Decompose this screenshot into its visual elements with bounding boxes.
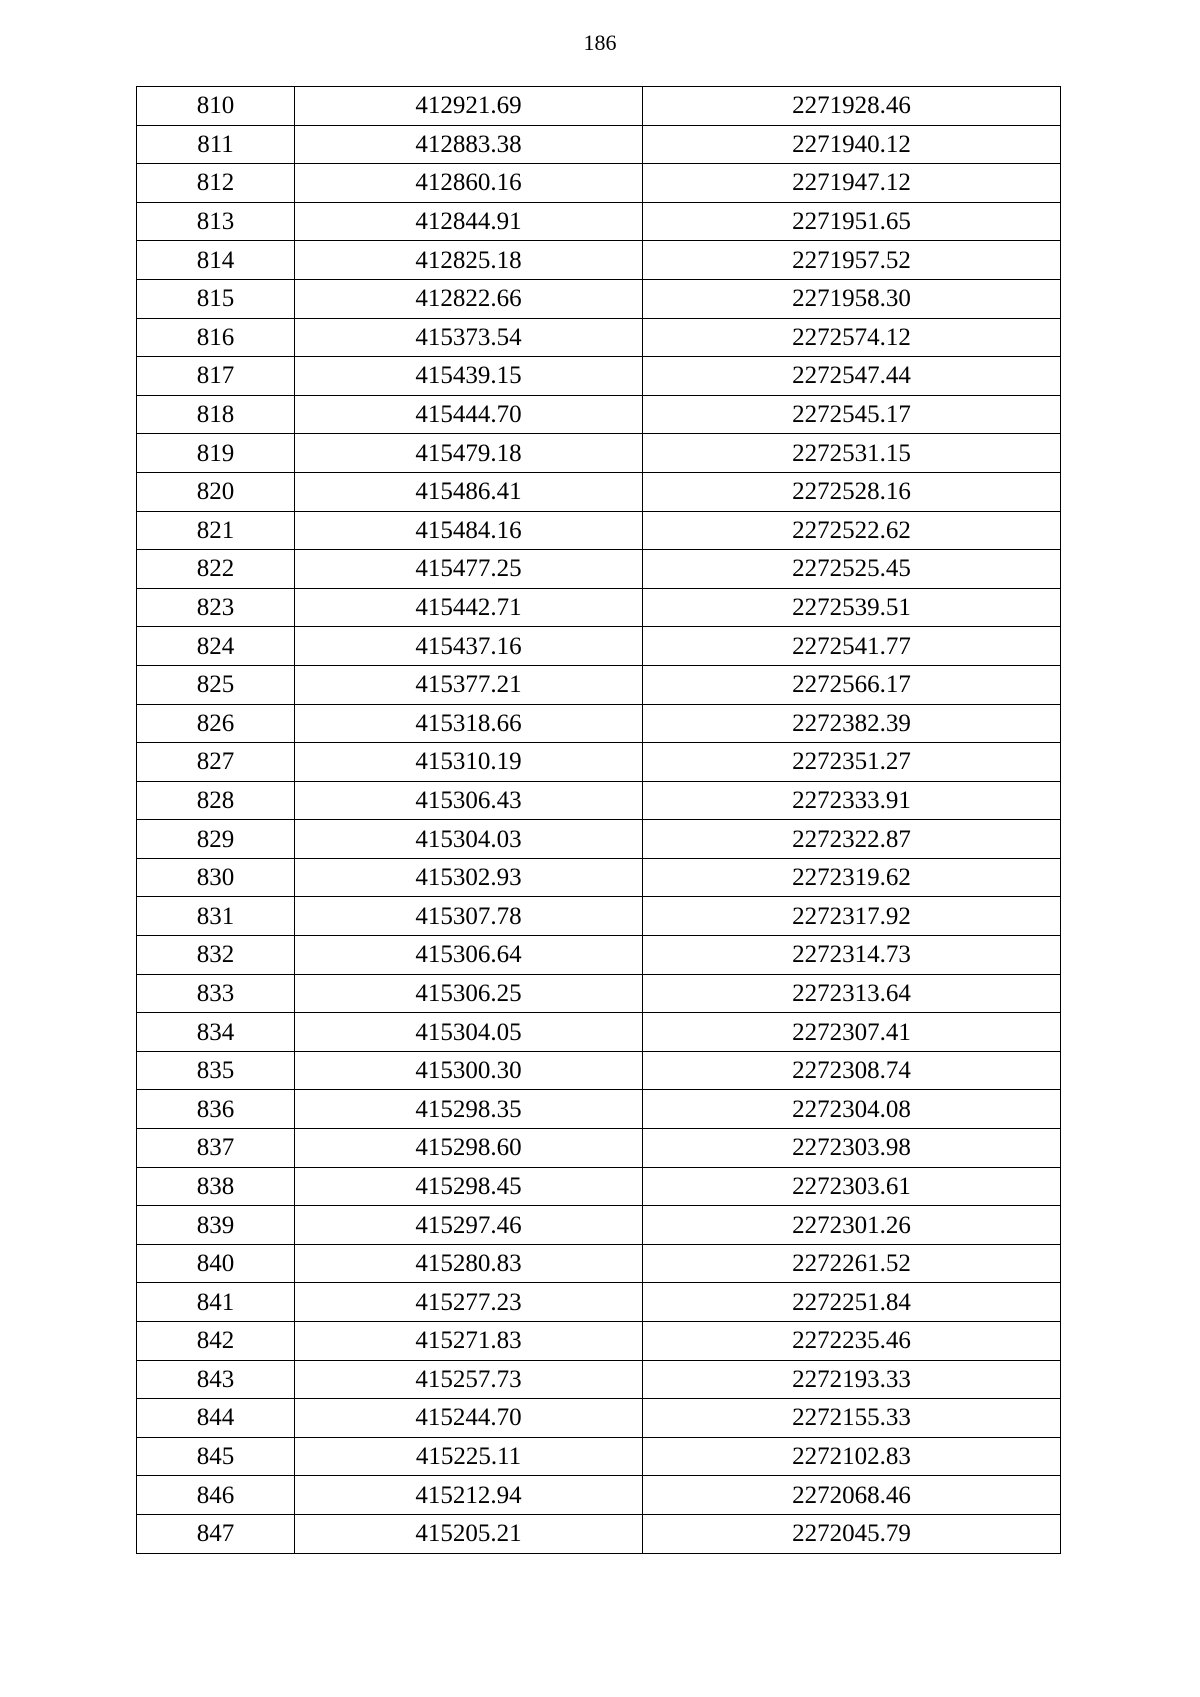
table-row: [137, 318, 1061, 357]
y-coordinate-cell: 2272251.84: [643, 1283, 1061, 1322]
x-coordinate-cell: 415271.83: [295, 1322, 643, 1361]
point-number-cell: 838: [137, 1167, 295, 1206]
table-row: [137, 858, 1061, 897]
y-coordinate-cell: 2272333.91: [643, 781, 1061, 820]
x-coordinate-cell: 415307.78: [295, 897, 643, 936]
x-coordinate-cell: 415306.43: [295, 781, 643, 820]
point-number-cell: 823: [137, 588, 295, 627]
y-coordinate-cell: 2272261.52: [643, 1244, 1061, 1283]
y-coordinate-cell: 2271940.12: [643, 125, 1061, 164]
y-coordinate-cell: 2272313.64: [643, 974, 1061, 1013]
point-number-cell: 842: [137, 1322, 295, 1361]
x-coordinate-cell: 415244.70: [295, 1399, 643, 1438]
point-number-cell: 837: [137, 1129, 295, 1168]
y-coordinate-cell: 2272351.27: [643, 743, 1061, 782]
y-coordinate-cell: 2272545.17: [643, 395, 1061, 434]
point-number-cell: 841: [137, 1283, 295, 1322]
x-coordinate-cell: 415479.18: [295, 434, 643, 473]
point-number-cell: 814: [137, 241, 295, 280]
x-coordinate-cell: 415257.73: [295, 1360, 643, 1399]
x-coordinate-cell: 415298.45: [295, 1167, 643, 1206]
y-coordinate-cell: 2272522.62: [643, 511, 1061, 550]
table-row: [137, 704, 1061, 743]
point-number-cell: 832: [137, 936, 295, 975]
table-row: [137, 665, 1061, 704]
y-coordinate-cell: 2272322.87: [643, 820, 1061, 859]
y-coordinate-cell: 2272045.79: [643, 1514, 1061, 1553]
x-coordinate-cell: 415484.16: [295, 511, 643, 550]
x-coordinate-cell: 415297.46: [295, 1206, 643, 1245]
point-number-cell: 818: [137, 395, 295, 434]
y-coordinate-cell: 2272155.33: [643, 1399, 1061, 1438]
point-number-cell: 819: [137, 434, 295, 473]
table-row: [137, 511, 1061, 550]
point-number-cell: 824: [137, 627, 295, 666]
x-coordinate-cell: 415437.16: [295, 627, 643, 666]
table-row: [137, 974, 1061, 1013]
table-row: [137, 1051, 1061, 1090]
point-number-cell: 813: [137, 202, 295, 241]
x-coordinate-cell: 412825.18: [295, 241, 643, 280]
y-coordinate-cell: 2272307.41: [643, 1013, 1061, 1052]
x-coordinate-cell: 415304.05: [295, 1013, 643, 1052]
y-coordinate-cell: 2272319.62: [643, 858, 1061, 897]
x-coordinate-cell: 415302.93: [295, 858, 643, 897]
point-number-cell: 817: [137, 357, 295, 396]
table-row: [137, 241, 1061, 280]
y-coordinate-cell: 2272574.12: [643, 318, 1061, 357]
table-row: [137, 87, 1061, 126]
y-coordinate-cell: 2272547.44: [643, 357, 1061, 396]
table-row: [137, 202, 1061, 241]
point-number-cell: 834: [137, 1013, 295, 1052]
table-row: [137, 550, 1061, 589]
point-number-cell: 815: [137, 279, 295, 318]
y-coordinate-cell: 2272382.39: [643, 704, 1061, 743]
y-coordinate-cell: 2272301.26: [643, 1206, 1061, 1245]
table-row: [137, 588, 1061, 627]
y-coordinate-cell: 2272235.46: [643, 1322, 1061, 1361]
table-row: [137, 936, 1061, 975]
point-number-cell: 811: [137, 125, 295, 164]
table-row: [137, 1437, 1061, 1476]
y-coordinate-cell: 2272304.08: [643, 1090, 1061, 1129]
x-coordinate-cell: 415306.64: [295, 936, 643, 975]
table-row: [137, 897, 1061, 936]
point-number-cell: 820: [137, 472, 295, 511]
y-coordinate-cell: 2272539.51: [643, 588, 1061, 627]
table-row: [137, 125, 1061, 164]
table-row: [137, 1206, 1061, 1245]
point-number-cell: 836: [137, 1090, 295, 1129]
point-number-cell: 835: [137, 1051, 295, 1090]
table-row: [137, 434, 1061, 473]
table-row: [137, 1283, 1061, 1322]
point-number-cell: 831: [137, 897, 295, 936]
table-row: [137, 627, 1061, 666]
y-coordinate-cell: 2272303.98: [643, 1129, 1061, 1168]
point-number-cell: 829: [137, 820, 295, 859]
y-coordinate-cell: 2272308.74: [643, 1051, 1061, 1090]
x-coordinate-cell: 415280.83: [295, 1244, 643, 1283]
y-coordinate-cell: 2272102.83: [643, 1437, 1061, 1476]
point-number-cell: 816: [137, 318, 295, 357]
y-coordinate-cell: 2271928.46: [643, 87, 1061, 126]
table-row: [137, 1244, 1061, 1283]
x-coordinate-cell: 415205.21: [295, 1514, 643, 1553]
page-number: 186: [583, 30, 617, 55]
point-number-cell: 827: [137, 743, 295, 782]
point-number-cell: 822: [137, 550, 295, 589]
table-row: [137, 1514, 1061, 1553]
table-row: [137, 1476, 1061, 1515]
table-row: [137, 1322, 1061, 1361]
x-coordinate-cell: 415477.25: [295, 550, 643, 589]
point-number-cell: 840: [137, 1244, 295, 1283]
point-number-cell: 843: [137, 1360, 295, 1399]
point-number-cell: 844: [137, 1399, 295, 1438]
point-number-cell: 839: [137, 1206, 295, 1245]
y-coordinate-cell: 2271951.65: [643, 202, 1061, 241]
x-coordinate-cell: 415277.23: [295, 1283, 643, 1322]
point-number-cell: 821: [137, 511, 295, 550]
point-number-cell: 825: [137, 665, 295, 704]
table-row: [137, 1167, 1061, 1206]
y-coordinate-cell: 2272566.17: [643, 665, 1061, 704]
x-coordinate-cell: 412844.91: [295, 202, 643, 241]
y-coordinate-cell: 2272525.45: [643, 550, 1061, 589]
y-coordinate-cell: 2272068.46: [643, 1476, 1061, 1515]
point-number-cell: 826: [137, 704, 295, 743]
y-coordinate-cell: 2271958.30: [643, 279, 1061, 318]
point-number-cell: 847: [137, 1514, 295, 1553]
x-coordinate-cell: 415225.11: [295, 1437, 643, 1476]
x-coordinate-cell: 415318.66: [295, 704, 643, 743]
point-number-cell: 828: [137, 781, 295, 820]
y-coordinate-cell: 2272303.61: [643, 1167, 1061, 1206]
y-coordinate-cell: 2271957.52: [643, 241, 1061, 280]
coordinates-table: [136, 86, 1061, 1554]
y-coordinate-cell: 2272528.16: [643, 472, 1061, 511]
x-coordinate-cell: 412883.38: [295, 125, 643, 164]
point-number-cell: 845: [137, 1437, 295, 1476]
x-coordinate-cell: 415300.30: [295, 1051, 643, 1090]
x-coordinate-cell: 415377.21: [295, 665, 643, 704]
x-coordinate-cell: 412921.69: [295, 87, 643, 126]
table-body: [137, 87, 1061, 1554]
x-coordinate-cell: 415442.71: [295, 588, 643, 627]
table-row: [137, 1360, 1061, 1399]
y-coordinate-cell: 2272193.33: [643, 1360, 1061, 1399]
table-row: [137, 1013, 1061, 1052]
y-coordinate-cell: 2272531.15: [643, 434, 1061, 473]
x-coordinate-cell: 415212.94: [295, 1476, 643, 1515]
table-row: [137, 472, 1061, 511]
x-coordinate-cell: 415486.41: [295, 472, 643, 511]
table-row: [137, 164, 1061, 203]
x-coordinate-cell: 415298.35: [295, 1090, 643, 1129]
x-coordinate-cell: 415306.25: [295, 974, 643, 1013]
x-coordinate-cell: 415310.19: [295, 743, 643, 782]
table-row: [137, 1399, 1061, 1438]
table-row: [137, 395, 1061, 434]
x-coordinate-cell: 415298.60: [295, 1129, 643, 1168]
x-coordinate-cell: 412822.66: [295, 279, 643, 318]
table-row: [137, 743, 1061, 782]
table-row: [137, 781, 1061, 820]
point-number-cell: 812: [137, 164, 295, 203]
table-row: [137, 1129, 1061, 1168]
x-coordinate-cell: 415444.70: [295, 395, 643, 434]
point-number-cell: 846: [137, 1476, 295, 1515]
point-number-cell: 833: [137, 974, 295, 1013]
x-coordinate-cell: 415304.03: [295, 820, 643, 859]
y-coordinate-cell: 2271947.12: [643, 164, 1061, 203]
table-row: [137, 820, 1061, 859]
y-coordinate-cell: 2272314.73: [643, 936, 1061, 975]
y-coordinate-cell: 2272317.92: [643, 897, 1061, 936]
table-row: [137, 357, 1061, 396]
x-coordinate-cell: 415439.15: [295, 357, 643, 396]
table-row: [137, 1090, 1061, 1129]
x-coordinate-cell: 415373.54: [295, 318, 643, 357]
point-number-cell: 830: [137, 858, 295, 897]
table-row: [137, 279, 1061, 318]
x-coordinate-cell: 412860.16: [295, 164, 643, 203]
point-number-cell: 810: [137, 87, 295, 126]
y-coordinate-cell: 2272541.77: [643, 627, 1061, 666]
